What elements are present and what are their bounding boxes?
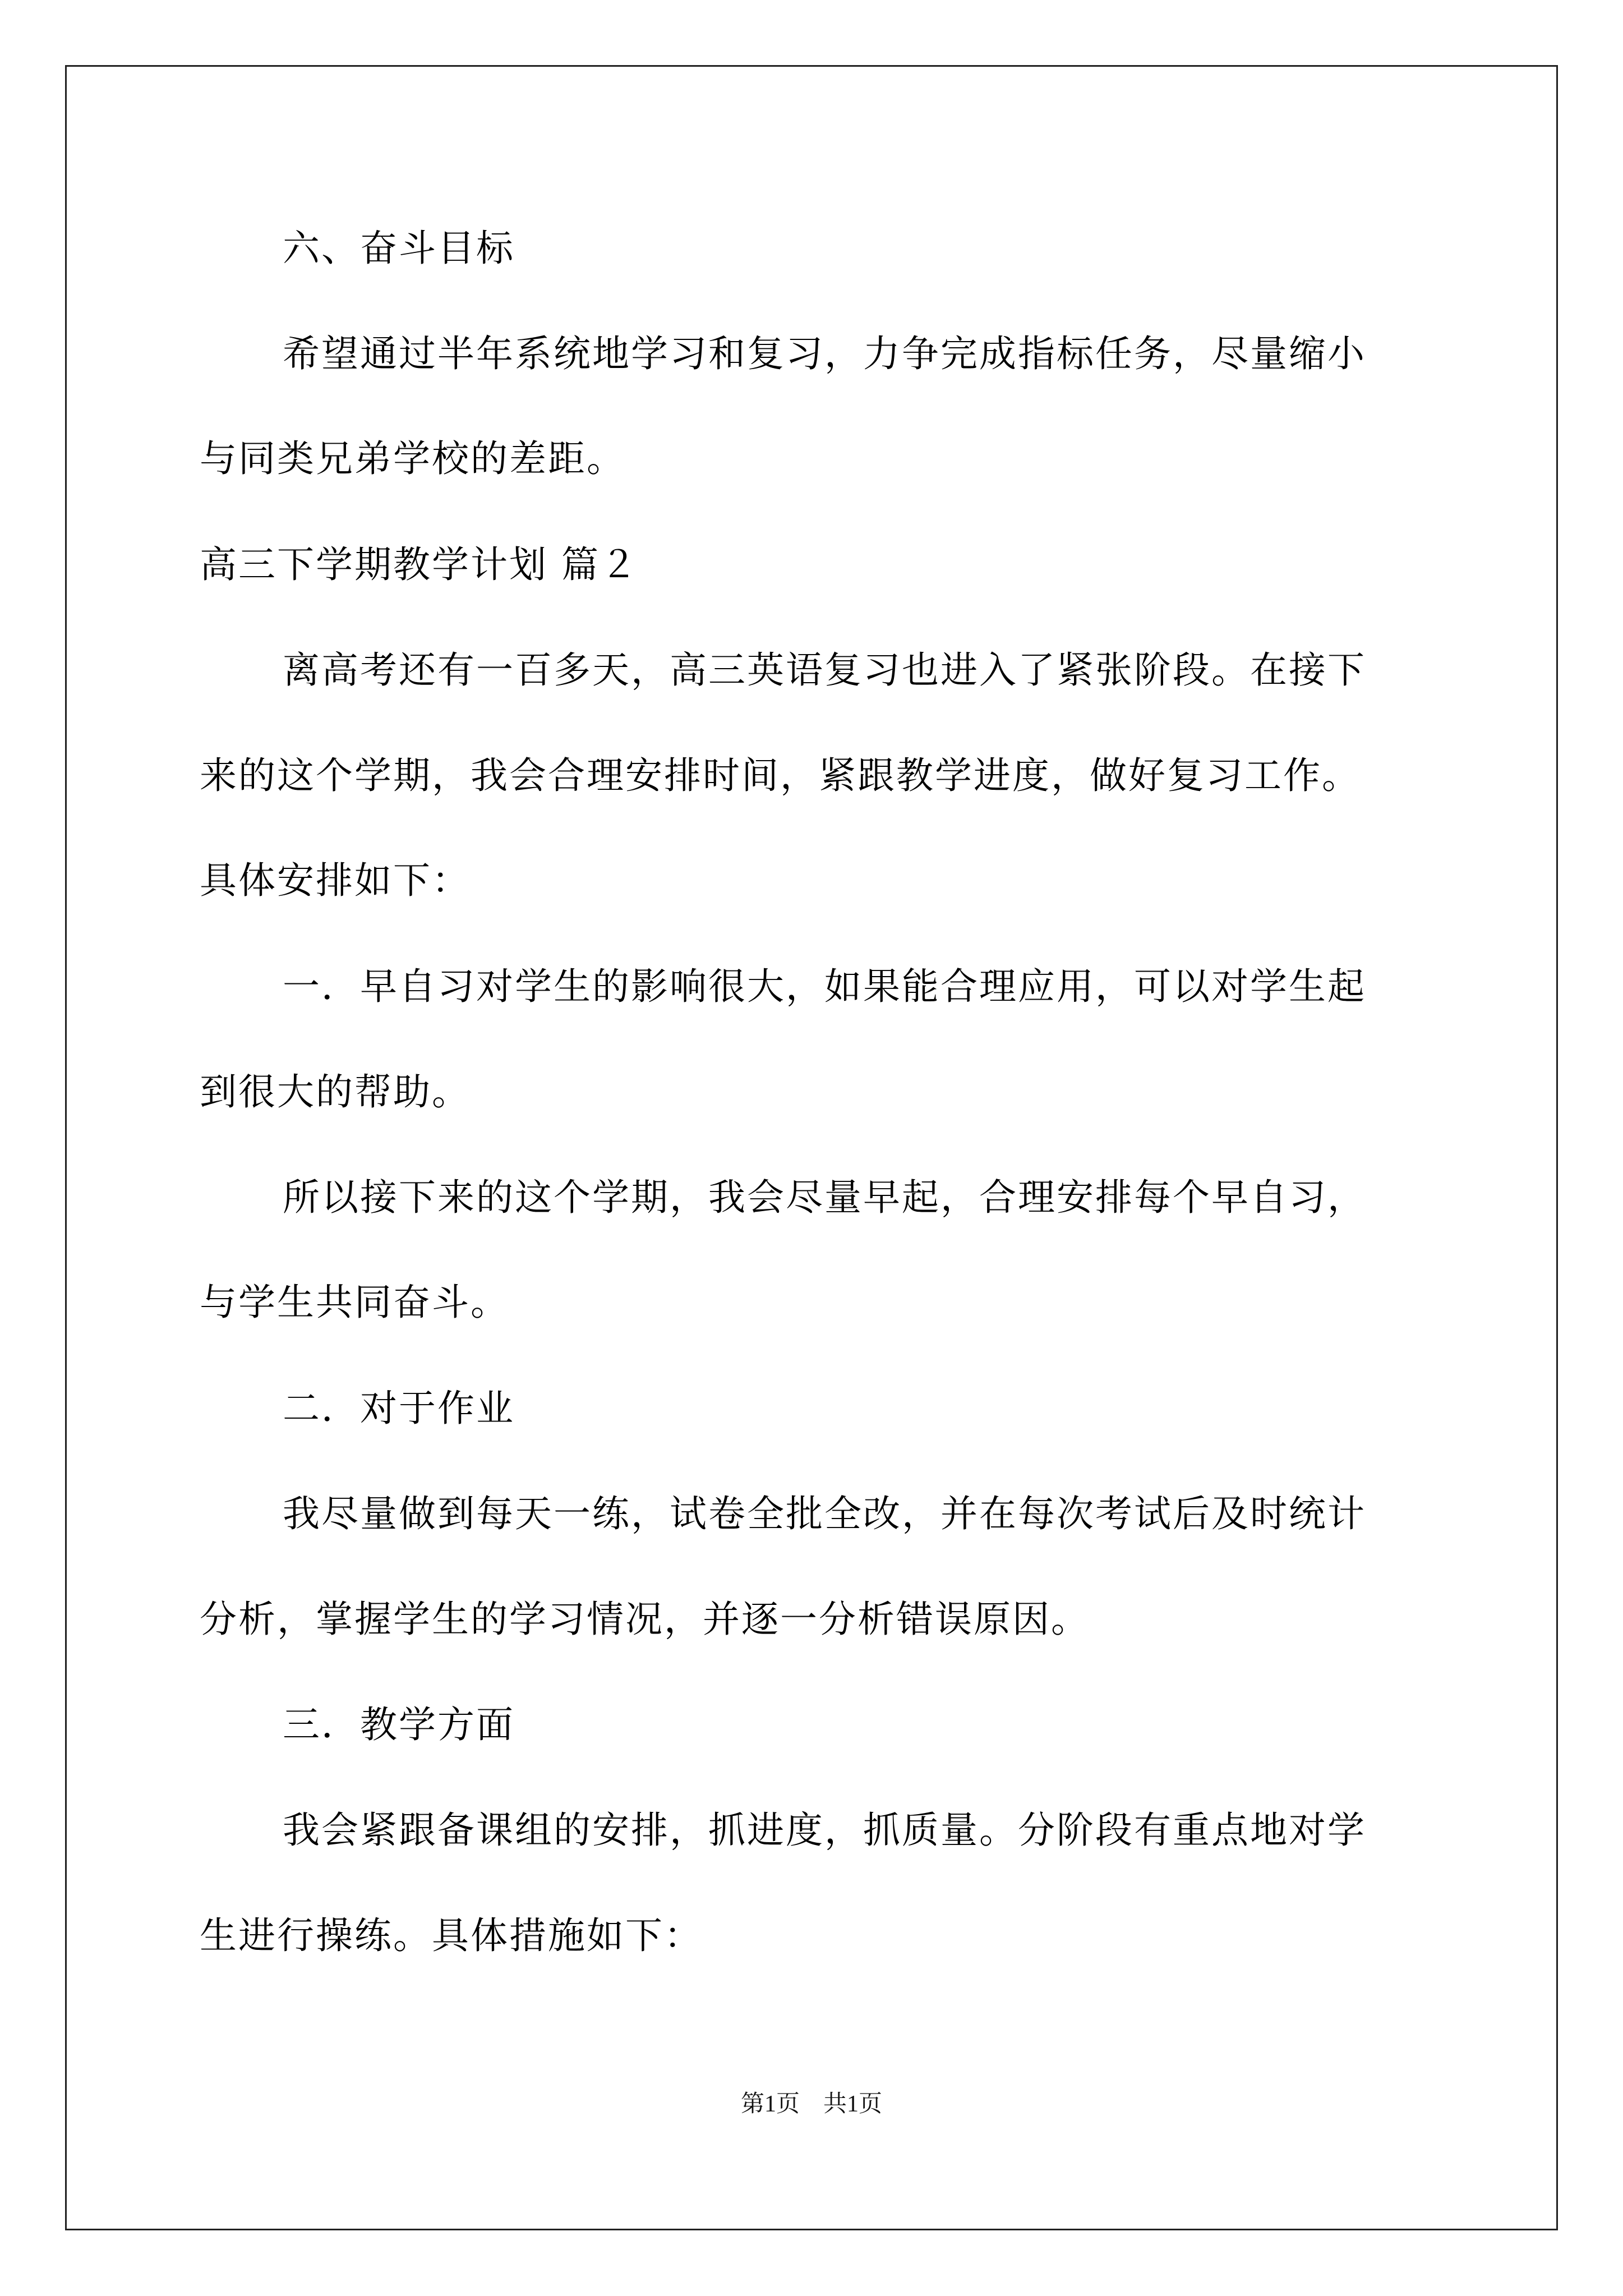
paragraph-line: 离高考还有一百多天，高三英语复习也进入了紧张阶段。在接下	[283, 648, 1366, 692]
paragraph-line: 与学生共同奋斗。	[200, 1281, 509, 1324]
paragraph-line: 生进行操练。具体措施如下：	[200, 1914, 703, 1957]
article-title: 高三下学期教学计划 篇２	[200, 543, 639, 586]
page-border	[65, 65, 1558, 2230]
paragraph-line: 来的这个学期，我会合理安排时间，紧跟教学进度，做好复习工作。	[200, 754, 1361, 797]
paragraph-line: 一．早自习对学生的影响很大，如果能合理应用，可以对学生起	[283, 965, 1366, 1008]
paragraph-line: 到很大的帮助。	[200, 1070, 471, 1114]
section-heading: 三．教学方面	[283, 1703, 515, 1746]
paragraph-line: 希望通过半年系统地学习和复习，力争完成指标任务，尽量缩小	[283, 332, 1366, 375]
section-heading: 二．对于作业	[283, 1387, 515, 1430]
paragraph-line: 分析，掌握学生的学习情况，并逐一分析错误原因。	[200, 1598, 1090, 1641]
section-heading: 六、奋斗目标	[283, 227, 515, 270]
paragraph-line: 具体安排如下：	[200, 859, 471, 902]
paragraph-line: 我尽量做到每天一练，试卷全批全改，并在每次考试后及时统计	[283, 1492, 1366, 1535]
paragraph-line: 与同类兄弟学校的差距。	[200, 437, 625, 480]
paragraph-line: 所以接下来的这个学期，我会尽量早起，合理安排每个早自习，	[283, 1176, 1366, 1219]
page-footer: 第1页 共1页	[740, 2091, 882, 2117]
paragraph-line: 我会紧跟备课组的安排，抓进度，抓质量。分阶段有重点地对学	[283, 1809, 1366, 1852]
